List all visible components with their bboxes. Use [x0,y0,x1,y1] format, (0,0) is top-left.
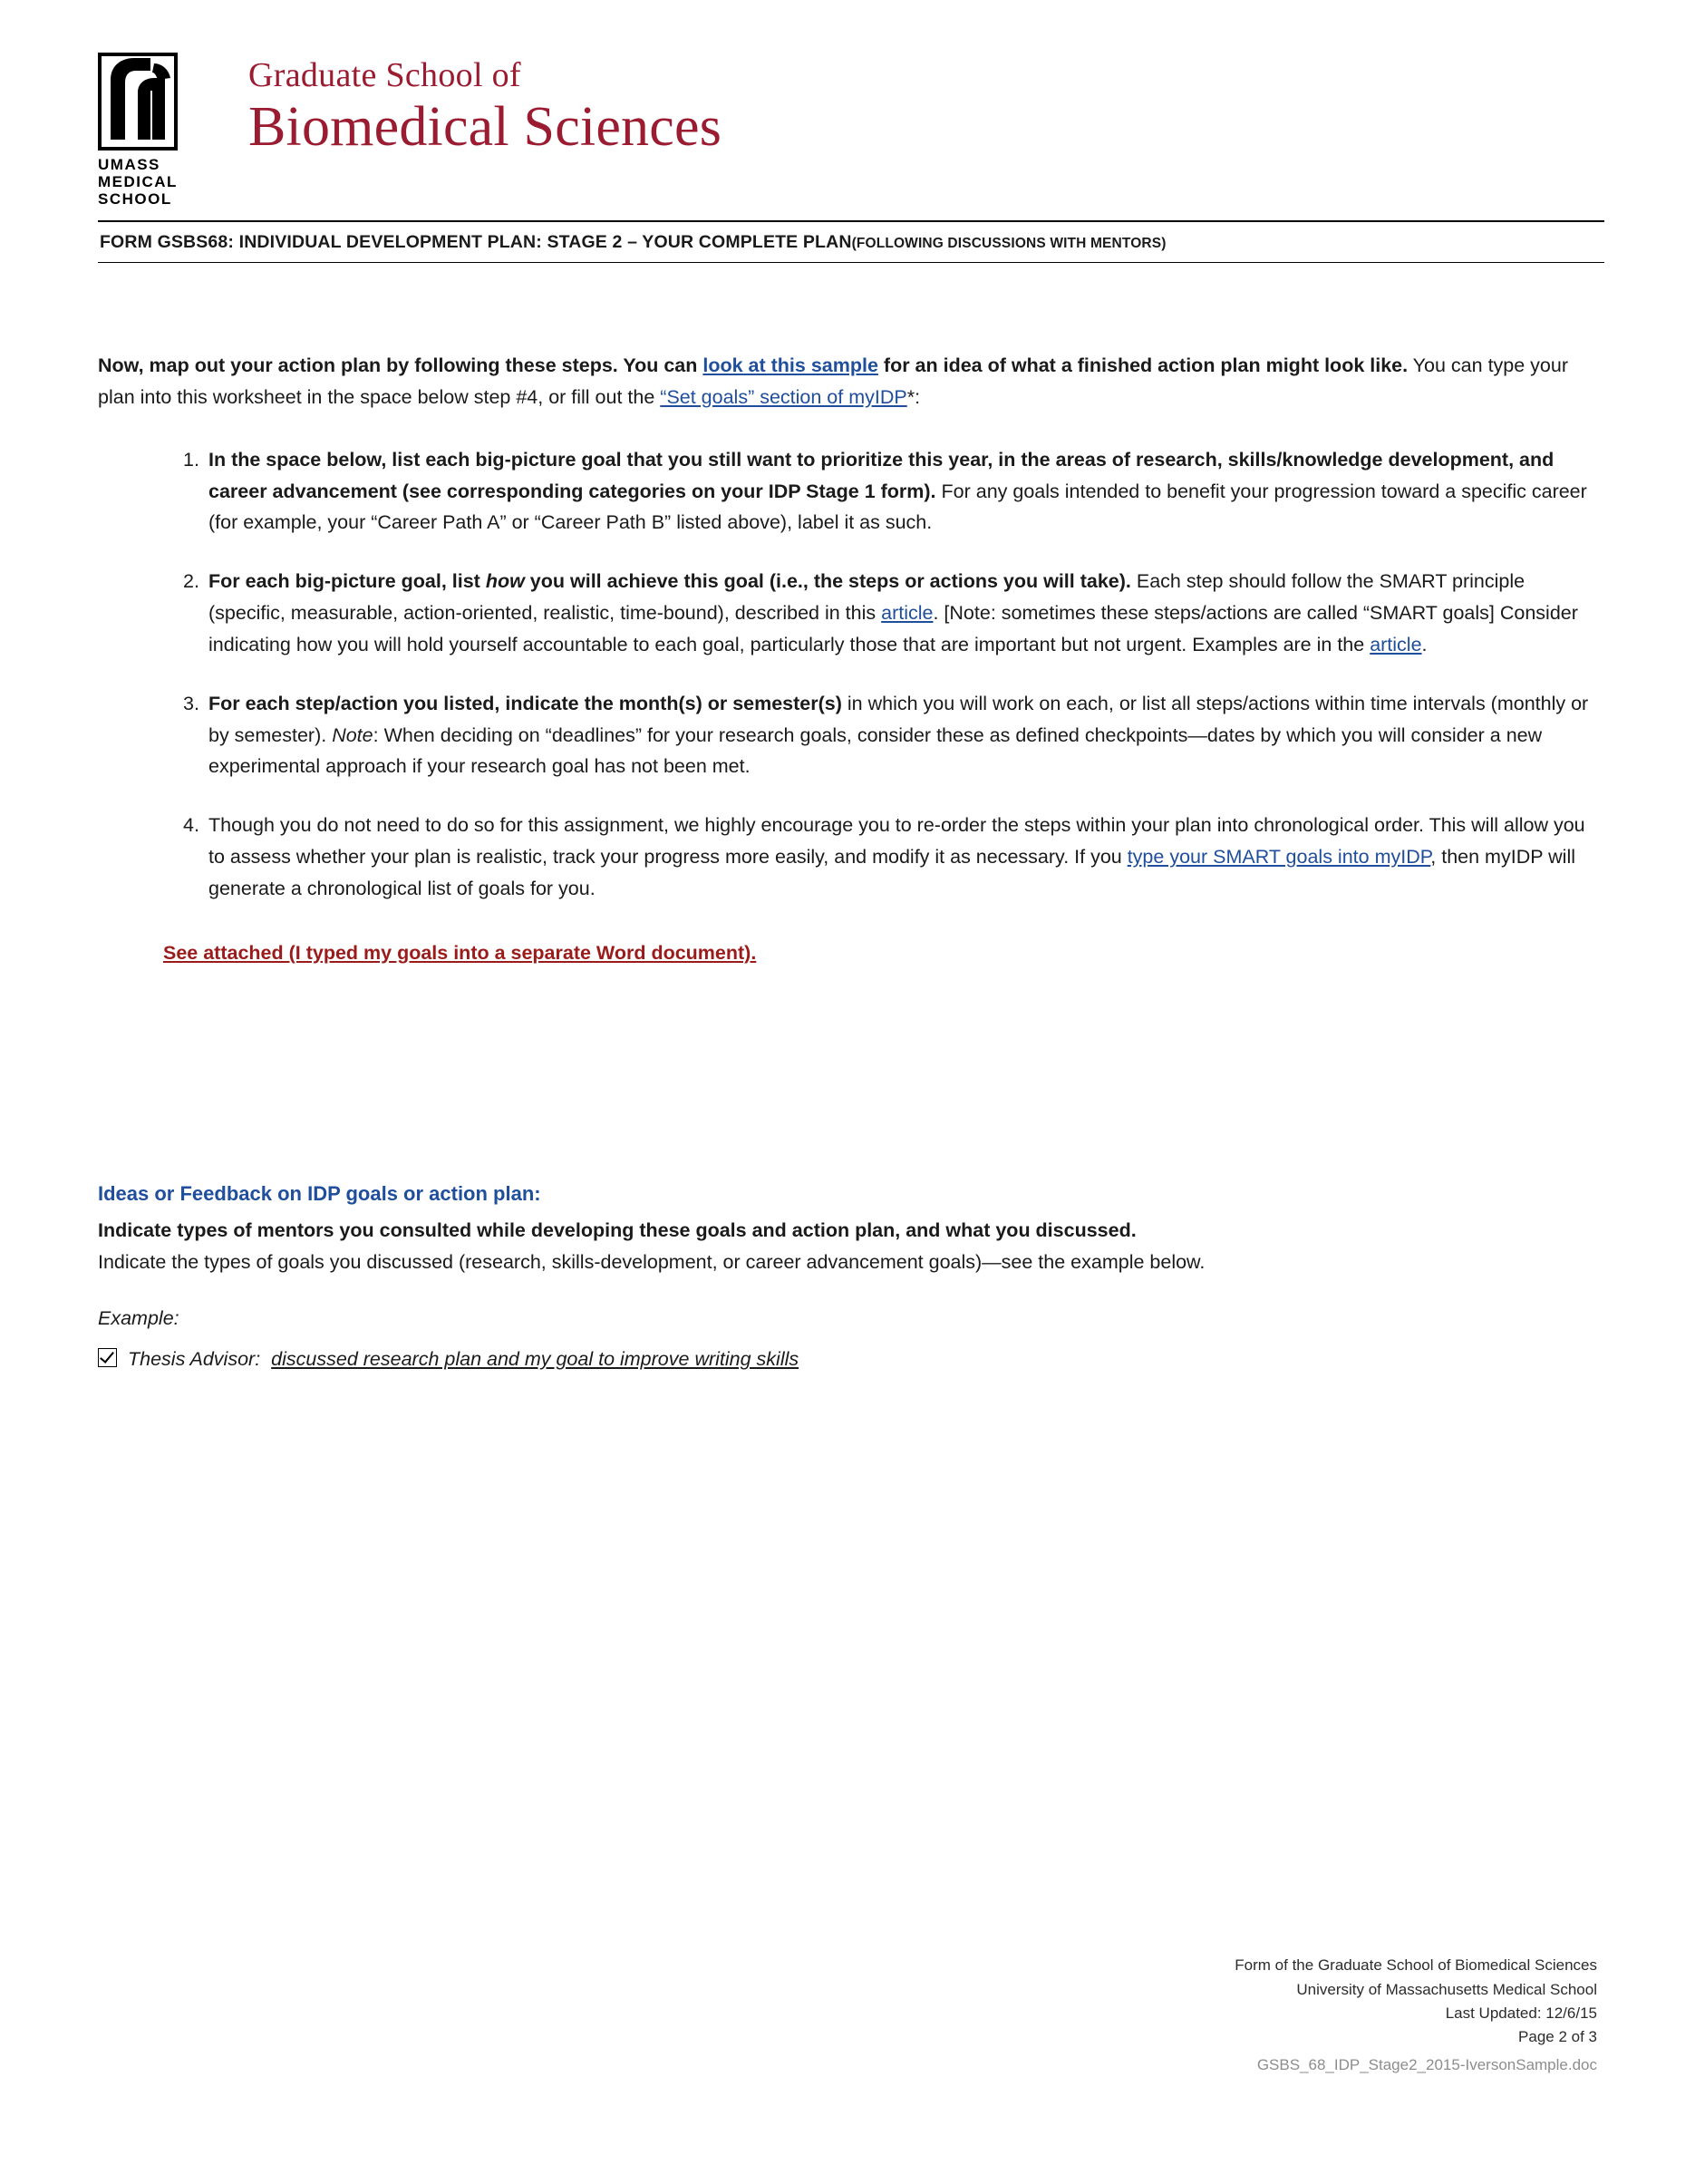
step-1-bold: In the space below, list each big-picture goal that you still want to prioritize this year, in the areas of research, skills/knowledge development, and career advancement (see corresponding categories on your IDP Stage 1 form). [208,448,1555,502]
step-4-rest-b: , then myIDP will generate a chronological list of goals for you. [208,846,1576,899]
intro-text-1: Now, map out your action plan by following these steps. You can [98,354,703,377]
document-body [98,350,1604,1375]
footer-line-2: University of Massachusetts Medical School [1296,1980,1597,1998]
step-1-rest: For any goals intended to benefit your progression toward a specific career (for example, your “Career Path A” or “Career Path B” listed above), label it as such. [208,480,1587,534]
school-title-block [248,53,722,157]
umass-logo-mark [98,53,219,154]
feedback-instruction: Indicate the types of goals you discussed (research, skills-development, or career advancement goals)—see the example below. [98,1250,1206,1273]
intro-text-3: You can type your plan into this worksheet in the space below step #4, or fill out the [98,354,1569,408]
step-2-rest-c: . [Note: sometimes these steps/actions are called “SMART goals] Consider indicating how you will hold yourself accountable to each goal, particularly those that are important but not urgent. Examples are in the [208,602,1578,655]
logo-word-1: UMASS [98,156,160,173]
attached-note: See attached (I typed my goals into a separate Word document). [163,941,757,964]
myidp-smart-goals-link[interactable]: type your SMART goals into myIDP [1127,846,1431,869]
step-3-rest-b: : When deciding on “deadlines” for your research goals, consider these as defined checkpoints—dates by which you will consider a new experimental approach if your research goal has not been met. [208,723,1543,778]
document-footer [1235,1954,1597,2077]
title-graduate-school-of: Graduate School of [248,56,521,94]
step-2-bold-b: you will achieve this goal (i.e., the steps or actions you will take). [524,570,1131,593]
sample-link[interactable]: look at this sample [702,354,878,377]
form-title-bar [98,222,1604,262]
feedback-heading: Ideas or Feedback on IDP goals or action plan: [98,1181,541,1205]
intro-text-2: for an idea of what a finished action plan might look like. [877,354,1409,377]
step-2-bold-a: For each big-picture goal, list [208,570,486,593]
feedback-instruction-bold: Indicate types of mentors you consulted while developing these goals and action plan, and what you discussed. [98,1219,1137,1242]
step-2-rest-a: Each step should follow the SMART principle ( [208,570,1526,625]
step-4-rest-a: Though you do not need to do so for this assignment, we highly encourage you to re-order the steps within your plan into chronological order. This will allow you to assess whether your plan is realistic, track your progress more easily, and modify it as necessary. If you [208,814,1585,869]
myidp-set-goals-link[interactable]: “Set goals” section of myIDP [660,385,907,408]
intro-text-4: *: [906,385,921,408]
intro-paragraph [98,350,1604,413]
footer-filename: GSBS_68_IDP_Stage2_2015-IversonSample.doc [1256,2055,1597,2073]
footer-line-1: Form of the Graduate School of Biomedical Sciences [1235,1956,1597,1975]
step-2-bold-italic: how [485,570,525,593]
document-header [98,36,1604,208]
form-title-sub: (FOLLOWING DISCUSSIONS WITH MENTORS) [851,236,1167,252]
step-item-3 [163,688,1604,782]
header-divider-bottom [98,262,1604,263]
step-3-bold: For each step/action you listed, indicate the month(s) or semester(s) [208,692,842,714]
step-2-smart: specific, measurable, action-oriented, realistic, time-bound [215,602,718,625]
example-row [98,1344,1604,1375]
umass-logo-wordmark [98,156,178,208]
footer-page-number: Page 2 of 3 [1518,2028,1597,2046]
feedback-section [98,1178,1604,1376]
example-value: discussed research plan and my goal to improve writing skills [271,1348,799,1371]
article-link-1[interactable]: article [881,602,934,625]
example-role: Thesis Advisor: [128,1348,261,1371]
checkbox-checked-icon[interactable] [98,1348,117,1367]
step-item-4 [163,810,1604,904]
logo-word-2: MEDICAL [98,173,178,191]
footer-last-updated: Last Updated: 12/6/15 [1445,2004,1597,2022]
step-item-1 [163,444,1604,539]
form-title-main: FORM GSBS68: INDIVIDUAL DEVELOPMENT PLAN: STAGE 2 – YOUR COMPLETE PLAN [100,232,852,253]
step-2-rest-b: ), described in this [717,602,882,625]
title-biomedical-sciences: Biomedical Sciences [248,96,722,158]
logo-word-3: SCHOOL [98,190,172,209]
step-item-2 [163,566,1604,660]
example-label: Example: [98,1307,179,1330]
article-link-2[interactable]: article [1370,633,1422,655]
step-3-rest-a: in which you will work on each, or list all steps/actions within time intervals (monthly or by semester). [208,692,1589,746]
umass-logo [98,53,225,208]
step-3-italic: Note [332,723,373,746]
steps-list [98,444,1604,905]
step-2-rest-d: . [1421,633,1428,655]
